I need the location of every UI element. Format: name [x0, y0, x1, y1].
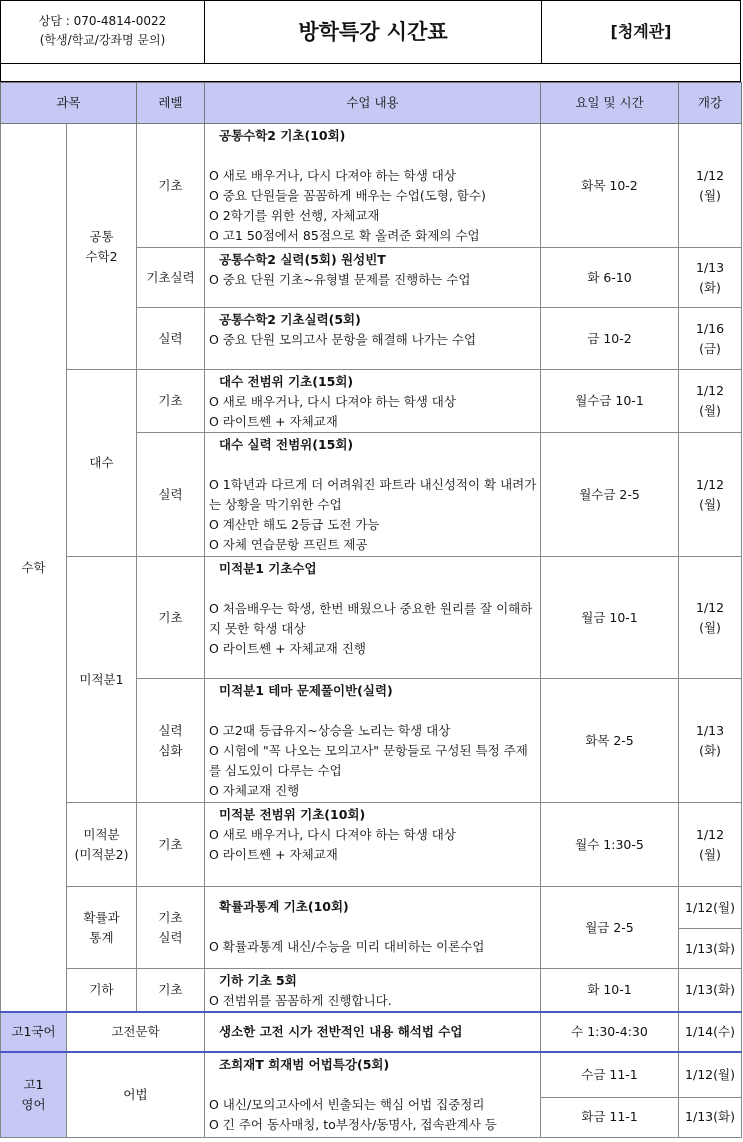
start-cell: 1/13(화) [679, 1097, 742, 1137]
table-header-row [1, 83, 742, 124]
course-title: 대수 실력 전범위(15회) [219, 437, 354, 452]
subject-korean: 고1국어 [1, 1012, 67, 1052]
course-title: 미적분1 기초수업 [219, 561, 317, 576]
content-line: O 자체교재 진행 [209, 783, 300, 798]
time-cell: 월금 10-1 [541, 557, 679, 679]
start-cell: 1/14(수) [679, 1012, 742, 1052]
time-cell: 화 10-1 [541, 969, 679, 1013]
schedule-table [0, 82, 742, 1138]
content-cell [205, 308, 541, 370]
content-line: O 라이트쎈 + 자체교재 [209, 414, 338, 429]
spacer-row [0, 64, 741, 82]
course-title: 생소한 고전 시가 전반적인 내용 해석법 수업 [205, 1012, 541, 1052]
table-row [1, 887, 742, 929]
start-cell: 1/12 (월) [679, 370, 742, 433]
table-row [1, 803, 742, 887]
content-line: O 새로 배우거나, 다시 다져야 하는 학생 대상 [209, 394, 456, 409]
content-line: O 라이트쎈 + 자체교재 진행 [209, 641, 366, 656]
contact-note: (학생/학교/강좌명 문의) [39, 33, 166, 47]
content-cell [205, 248, 541, 308]
col-start: 개강 [679, 83, 742, 124]
time-cell: 월금 2-5 [541, 887, 679, 969]
course-title: 공통수학2 기초(10회) [219, 128, 346, 143]
content-line: O 자체 연습문항 프린트 제공 [209, 537, 368, 552]
content-line: O 확률과통계 내신/수능을 미리 대비하는 이론수업 [209, 939, 485, 954]
level-cell: 고전문학 [67, 1012, 205, 1052]
content-line: O 처음배우는 학생, 한번 배웠으나 중요한 원리를 잘 이해하지 못한 학생 대상 [209, 601, 533, 636]
start-cell: 1/13 (화) [679, 679, 742, 803]
course-title: 공통수학2 기초실력(5회) [219, 312, 361, 327]
level-cell: 실력 [137, 308, 205, 370]
course-calc1: 미적분1 [67, 557, 137, 803]
start-cell: 1/12 (월) [679, 124, 742, 248]
course-common2: 공통 수학2 [67, 124, 137, 370]
start-cell: 1/13 (화) [679, 248, 742, 308]
col-level: 레벨 [137, 83, 205, 124]
course-title: 대수 전범위 기초(15회) [219, 374, 354, 389]
course-calc2: 미적분 (미적분2) [67, 803, 137, 887]
contact-phone: 상담 : 070-4814-0022 [38, 14, 167, 28]
course-title: 조희재T 희재범 어법특강(5회) [219, 1057, 390, 1072]
start-cell: 1/13(화) [679, 969, 742, 1013]
content-cell [205, 557, 541, 679]
content-line: O 긴 주어 동사매칭, to부정사/동명사, 접속관계사 등 [209, 1117, 497, 1132]
col-time: 요일 및 시간 [541, 83, 679, 124]
content-line: O 중요 단원들을 꼼꼼하게 배우는 수업(도형, 함수) [209, 188, 486, 203]
level-cell: 어법 [67, 1052, 205, 1137]
table-row [1, 969, 742, 1013]
time-cell: 수 1:30-4:30 [541, 1012, 679, 1052]
level-cell: 기초 실력 [137, 887, 205, 969]
content-line: O 고2때 등급유지~상승을 노리는 학생 대상 [209, 723, 451, 738]
start-cell: 1/12(월) [679, 1052, 742, 1097]
content-cell [205, 1052, 541, 1137]
time-cell: 화목 2-5 [541, 679, 679, 803]
level-cell: 기초 [137, 969, 205, 1013]
course-title: 공통수학2 실력(5회) 원성빈T [219, 252, 386, 267]
contact-info [1, 1, 205, 63]
level-cell: 기초실력 [137, 248, 205, 308]
course-title: 확률과통계 기초(10회) [219, 899, 349, 914]
subject-english: 고1 영어 [1, 1052, 67, 1137]
level-cell: 기초 [137, 124, 205, 248]
page-title: 방학특강 시간표 [205, 1, 542, 63]
content-line: O 1학년과 다르게 더 어려워진 파트라 내신성적이 확 내려가는 상황을 막기위한 수업 [209, 477, 537, 512]
content-cell [205, 679, 541, 803]
content-line: O 라이트쎈 + 자체교재 [209, 847, 338, 862]
course-geometry: 기하 [67, 969, 137, 1013]
start-cell: 1/12(월) [679, 887, 742, 929]
course-algebra: 대수 [67, 370, 137, 557]
time-cell: 월수 1:30-5 [541, 803, 679, 887]
start-cell: 1/13(화) [679, 929, 742, 969]
time-cell: 화 6-10 [541, 248, 679, 308]
content-line: O 고1 50점에서 85점으로 확 올려준 화제의 수업 [209, 228, 480, 243]
time-cell: 월수금 10-1 [541, 370, 679, 433]
level-cell: 기초 [137, 803, 205, 887]
content-cell [205, 887, 541, 969]
time-cell: 수금 11-1 [541, 1052, 679, 1097]
start-cell: 1/12 (월) [679, 433, 742, 557]
time-cell: 금 10-2 [541, 308, 679, 370]
time-cell: 월수금 2-5 [541, 433, 679, 557]
time-cell: 화목 10-2 [541, 124, 679, 248]
content-line: O 내신/모의고사에서 빈출되는 핵심 어법 집중정리 [209, 1097, 485, 1112]
level-cell: 실력 [137, 433, 205, 557]
content-line: O 2학기를 위한 선행, 자체교재 [209, 208, 380, 223]
content-cell [205, 969, 541, 1013]
course-prob: 확률과 통계 [67, 887, 137, 969]
table-row [1, 370, 742, 433]
course-title: 미적분1 테마 문제풀이반(실력) [219, 683, 393, 698]
content-line: O 새로 배우거나, 다시 다져야 하는 학생 대상 [209, 168, 456, 183]
col-content: 수업 내용 [205, 83, 541, 124]
table-row [1, 1012, 742, 1052]
col-subject: 과목 [1, 83, 137, 124]
table-row [1, 557, 742, 679]
course-title: 기하 기초 5회 [219, 973, 297, 988]
campus-label: [청계관] [610, 22, 672, 41]
start-cell: 1/12 (월) [679, 557, 742, 679]
start-cell: 1/16 (금) [679, 308, 742, 370]
content-line: O 새로 배우거나, 다시 다져야 하는 학생 대상 [209, 827, 456, 842]
course-title: 미적분 전범위 기초(10회) [219, 807, 366, 822]
table-row [1, 1052, 742, 1097]
time-cell: 화금 11-1 [541, 1097, 679, 1137]
content-line: O 전범위를 꼼꼼하게 진행합니다. [209, 993, 392, 1008]
table-row [1, 124, 742, 248]
level-cell: 기초 [137, 370, 205, 433]
content-cell [205, 803, 541, 887]
level-cell: 기초 [137, 557, 205, 679]
content-line: O 시험에 "꼭 나오는 모의고사" 문항들로 구성된 특정 주제를 심도있이 다루는 수업 [209, 743, 528, 778]
header [0, 0, 741, 64]
content-cell [205, 124, 541, 248]
content-line: O 중요 단원 모의고사 문항을 해결해 나가는 수업 [209, 332, 477, 347]
start-cell: 1/12 (월) [679, 803, 742, 887]
content-cell [205, 433, 541, 557]
content-line: O 계산만 해도 2등급 도전 가능 [209, 517, 380, 532]
content-cell [205, 370, 541, 433]
content-line: O 중요 단원 기초~유형별 문제를 진행하는 수업 [209, 272, 471, 287]
level-cell: 실력 심화 [137, 679, 205, 803]
subject-math: 수학 [1, 124, 67, 1013]
